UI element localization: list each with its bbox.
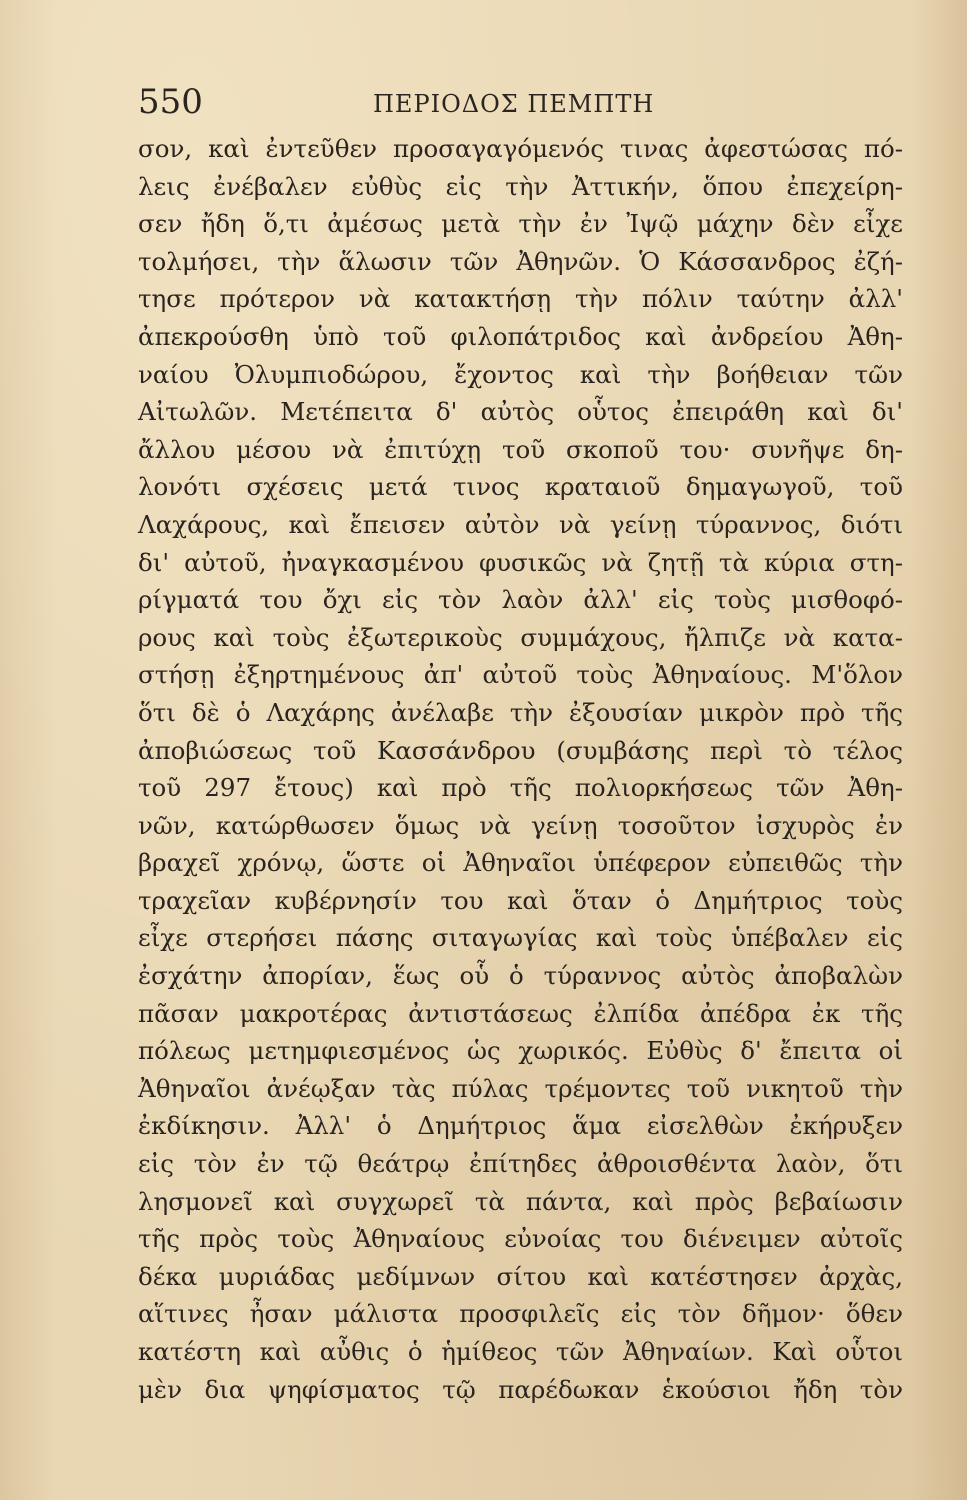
text-line: Λαχάρους, καὶ ἔπεισεν αὐτὸν νὰ γείνῃ τύραννος, διότι [138,509,903,539]
running-title: ΠΕΡΙΟΔΟΣ ΠΕΜΠΤΗ [373,90,655,118]
text-line: ἀπεκρούσθη ὑπὸ τοῦ φιλοπάτριδος καὶ ἀνδρείου Ἀθη- [138,321,903,351]
page-number: 550 [138,82,203,122]
running-head [138,82,900,128]
text-line: τολμήσει, τὴν ἅλωσιν τῶν Ἀθηνῶν. Ὁ Κάσσανδρος ἐζή- [138,246,903,276]
text-line: εἰς τὸν ἐν τῷ θεάτρῳ ἐπίτηδες ἀθροισθέντα λαὸν, ὅτι [138,1149,903,1179]
text-line: πᾶσαν μακροτέρας ἀντιστάσεως ἐλπίδα ἀπέδρα ἐκ τῆς [138,998,903,1028]
text-line: ἐκδίκησιν. Ἀλλ' ὁ Δημήτριος ἅμα εἰσελθὼν ἐκήρυξεν [138,1111,903,1141]
text-line: τραχεῖαν κυβέρνησίν του καὶ ὅταν ὁ Δημήτριος τοὺς [138,885,903,915]
text-line: ἀποβιώσεως τοῦ Κασσάνδρου (συμβάσης περὶ τὸ τέλος [138,735,903,765]
text-line: μὲν δια ψηφίσματος τῷ παρέδωκαν ἑκούσιοι ἤδη τὸν [138,1374,903,1404]
text-line: σεν ἤδη ὅ,τι ἀμέσως μετὰ τὴν ἐν Ἰψῷ μάχην δὲν εἶχε [138,209,903,239]
text-line: ὅτι δὲ ὁ Λαχάρης ἀνέλαβε τὴν ἐξουσίαν μικρὸν πρὸ τῆς [138,697,903,727]
text-line: ρους καὶ τοὺς ἐξωτερικοὺς συμμάχους, ἤλπιζε νὰ κατα- [138,622,903,652]
text-line: νῶν, κατώρθωσεν ὅμως νὰ γείνῃ τοσοῦτον ἰσχυρὸς ἐν [138,810,903,840]
text-line: λονότι σχέσεις μετά τινος κραταιοῦ δημαγωγοῦ, τοῦ [138,472,903,502]
text-line: βραχεῖ χρόνῳ, ὥστε οἱ Ἀθηναῖοι ὑπέφερον εὐπειθῶς τὴν [138,848,903,878]
text-line: σον, καὶ ἐντεῦθεν προσαγαγόμενός τινας ἀφεστώσας πό- [138,134,903,163]
text-line: τῆς πρὸς τοὺς Ἀθηναίους εὐνοίας του διένειμεν αὐτοῖς [138,1224,903,1254]
text-line: κατέστη καὶ αὖθις ὁ ἡμίθεος τῶν Ἀθηναίων. Καὶ οὗτοι [138,1337,903,1366]
text-line: πόλεως μετημφιεσμένος ὡς χωρικός. Εὐθὺς δ' ἔπειτα οἱ [138,1036,903,1066]
text-line: τησε πρότερον νὰ κατακτήσῃ τὴν πόλιν ταύτην ἀλλ' [138,284,903,314]
text-line: ναίου Ὀλυμπιοδώρου, ἔχοντος καὶ τὴν βοήθειαν τῶν [138,359,903,389]
text-line: λησμονεῖ καὶ συγχωρεῖ τὰ πάντα, καὶ πρὸς βεβαίωσιν [138,1186,903,1216]
text-line: ρίγματά του ὄχι εἰς τὸν λαὸν ἀλλ' εἰς τοὺς μισθοφό- [138,585,903,615]
text-line: Ἀθηναῖοι ἀνέῳξαν τὰς πύλας τρέμοντες τοῦ νικητοῦ τὴν [138,1073,903,1103]
body-text [138,130,903,1408]
text-line: ἐσχάτην ἀπορίαν, ἕως οὗ ὁ τύραννος αὐτὸς ἀποβαλὼν [138,961,903,991]
text-line: δέκα μυριάδας μεδίμνων σίτου καὶ κατέστησεν ἀρχὰς, [138,1261,903,1291]
text-line: Αἰτωλῶν. Μετέπειτα δ' αὐτὸς οὗτος ἐπειράθη καὶ δι' [138,397,903,427]
text-line: αἵτινες ἦσαν μάλιστα προσφιλεῖς εἰς τὸν δῆμον· ὅθεν [138,1299,903,1329]
text-line: στήσῃ ἐξηρτημένους ἀπ' αὐτοῦ τοὺς Ἀθηναίους. Μ'ὅλον [138,660,903,690]
text-line: εἶχε στερήσει πάσης σιταγωγίας καὶ τοὺς ὑπέβαλεν εἰς [138,923,903,953]
text-line: λεις ἐνέβαλεν εὐθὺς εἰς τὴν Ἀττικήν, ὅπου ἐπεχείρη- [138,171,903,201]
text-line: τοῦ 297 ἔτους) καὶ πρὸ τῆς πολιορκήσεως τῶν Ἀθη- [138,773,903,803]
text-line: δι' αὐτοῦ, ἠναγκασμένου φυσικῶς νὰ ζητῇ τὰ κύρια στη- [138,547,903,577]
text-line: ἄλλου μέσου νὰ ἐπιτύχῃ τοῦ σκοποῦ του· συνῆψε δη- [138,434,903,464]
